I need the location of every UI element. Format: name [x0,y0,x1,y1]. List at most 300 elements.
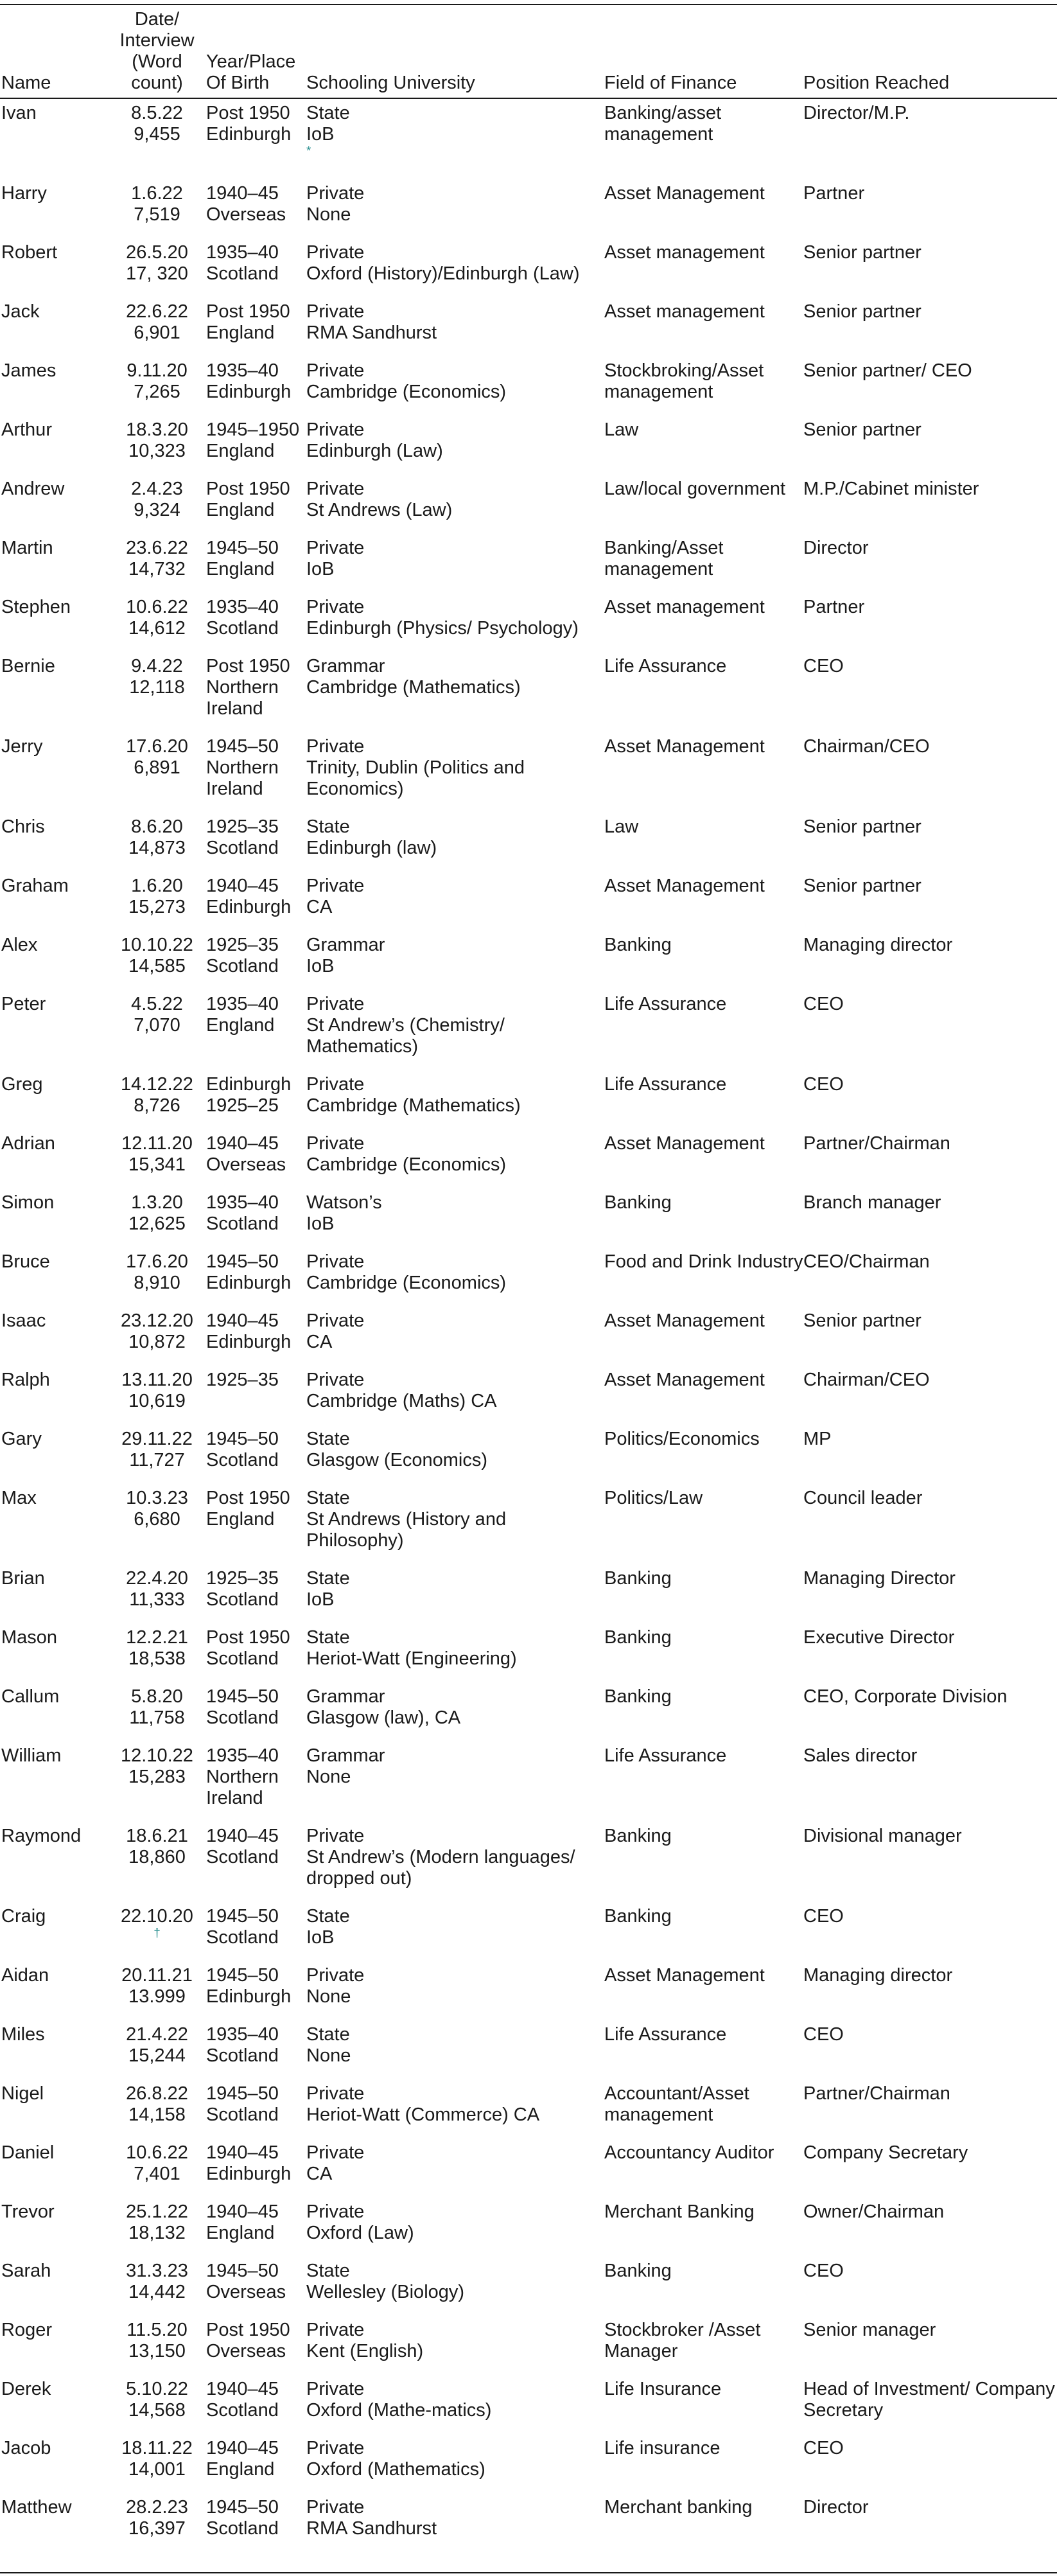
cell-schooling [306,1310,604,1370]
university-line [306,838,604,859]
interview-date: 1.6.22 [131,183,183,204]
table-row [0,994,1057,1074]
interviewee-name: Adrian [1,1133,55,1154]
school-type: Private [306,1310,365,1331]
position-reached: Senior partner/ CEO [803,360,972,381]
interview-date: 9.4.22 [131,656,183,676]
cell-schooling [306,1906,604,1965]
cell-position [803,2379,1057,2438]
cell-field [604,2201,803,2261]
cell-field [604,419,803,479]
cell-schooling [306,2438,604,2497]
interview-date-line [110,656,204,677]
cell-schooling [306,994,604,1074]
cell-schooling [306,876,604,935]
cell-name [0,1906,110,1965]
interview-date: 13.11.20 [121,1370,193,1390]
table-row [0,183,1057,242]
interview-date-line [110,1310,204,1332]
cell-year-place [204,360,306,419]
word-count: 6,891 [134,757,180,778]
university: IoB [306,956,335,976]
cell-date [110,2320,204,2379]
university-line [306,1589,604,1610]
cell-field [604,1192,803,1251]
university-line [306,2282,604,2303]
field-of-finance: Banking [604,1192,672,1213]
cell-field [604,1686,803,1745]
cell-schooling [306,2379,604,2438]
cell-schooling [306,183,604,242]
university: Cambridge (Maths) CA [306,1391,497,1411]
interview-date-line [110,1133,204,1154]
interviewee-name: Callum [1,1686,60,1707]
field-of-finance: Asset Management [604,183,765,204]
word-count: 13.999 [128,1986,186,2007]
position-reached: Managing director [803,1965,953,1986]
position-reached: CEO [803,1906,844,1927]
cell-field [604,1133,803,1192]
field-of-finance: Life Assurance [604,2024,727,2045]
birth-place: Scotland [206,618,279,639]
interviewee-name: Bruce [1,1251,50,1272]
cell-schooling [306,1370,604,1429]
cell-year-place [204,2438,306,2497]
birth-place: Scotland [206,1927,279,1948]
field-of-finance: Life Assurance [604,656,727,676]
school-type: State [306,1488,350,1508]
cell-name [0,2438,110,2497]
school-type: Watson’s [306,1192,382,1213]
position-reached: Director/M.P. [803,103,910,123]
university: St Andrew’s (Modern languages/ dropped out) [306,1847,575,1889]
cell-schooling [306,419,604,479]
interview-date-line [110,1251,204,1273]
cell-date [110,656,204,736]
cell-field [604,1429,803,1488]
school-type: Grammar [306,1745,385,1766]
interviewee-name: Alex [1,935,38,955]
cell-schooling [306,1745,604,1826]
cell-date [110,2142,204,2201]
school-type: Private [306,2497,365,2518]
position-reached: Chairman/CEO [803,1370,930,1390]
field-of-finance: Accountancy Auditor [604,2142,774,2163]
cell-name [0,876,110,935]
cell-year-place [204,242,306,301]
interviewee-name: Craig [1,1906,46,1927]
interview-date: 8.6.20 [131,816,183,837]
position-reached: CEO [803,2024,844,2045]
header-date-line4: count) [131,73,183,93]
birth-year: 1945–1950 [206,419,300,440]
cell-position [803,98,1057,183]
interviewee-name: Martin [1,538,53,558]
cell-year-place [204,419,306,479]
school-type: Private [306,876,365,896]
cell-position [803,935,1057,994]
table-row [0,597,1057,656]
interview-date-line [110,2438,204,2459]
interview-date-line [110,479,204,500]
interview-date-line [110,2379,204,2400]
birth-year: Post 1950 [206,479,290,499]
university: IoB [306,559,335,579]
word-count: 15,244 [128,2045,186,2066]
word-count: 9,324 [134,500,180,520]
position-reached: CEO [803,994,844,1014]
cell-date [110,479,204,538]
table-row [0,876,1057,935]
birth-year: Post 1950 [206,2320,290,2340]
interview-date-line [110,2142,204,2164]
position-reached: Company Secretary [803,2142,968,2163]
cell-name [0,1627,110,1686]
birth-place: Scotland [206,263,279,284]
birth-place: England [206,559,275,579]
university-line [306,2518,604,2539]
university: St Andrews (Law) [306,500,453,520]
cell-field [604,1568,803,1627]
birth-year: Post 1950 [206,656,290,676]
table-row [0,1192,1057,1251]
cell-date [110,2083,204,2142]
birth-place: Scotland [206,838,279,858]
university-line [306,1015,604,1057]
position-reached: CEO [803,1074,844,1095]
table-row [0,1370,1057,1429]
birth-place: Scotland [206,1648,279,1669]
field-of-finance: Politics/Law [604,1488,703,1508]
field-of-finance: Politics/Economics [604,1429,760,1449]
cell-year-place [204,2083,306,2142]
cell-position [803,2497,1057,2556]
birth-place: Scotland [206,2045,279,2066]
cell-schooling [306,2261,604,2320]
cell-field [604,301,803,360]
table-row [0,935,1057,994]
position-reached: M.P./Cabinet minister [803,479,979,499]
interview-date: 5.8.20 [131,1686,183,1707]
interviewee-name: Isaac [1,1310,46,1331]
interviewee-name: Matthew [1,2497,72,2518]
interview-date: 18.3.20 [126,419,188,440]
cell-position [803,1488,1057,1568]
position-reached: Senior partner [803,301,922,322]
interview-date: 23.6.22 [126,538,188,558]
position-reached: Council leader [803,1488,923,1508]
cell-schooling [306,1568,604,1627]
interview-date: 31.3.23 [126,2261,188,2281]
cell-name [0,2083,110,2142]
interview-date: 21.4.22 [126,2024,188,2045]
table-row [0,1310,1057,1370]
birth-year: 1945–50 [206,1686,279,1707]
school-type: Private [306,597,365,617]
interview-date: 22.10.20 [121,1906,193,1927]
birth-place: England [206,1015,275,1036]
cell-date [110,597,204,656]
cell-field [604,2497,803,2556]
cell-position [803,1627,1057,1686]
cell-name [0,935,110,994]
interview-date: 26.8.22 [126,2083,188,2104]
cell-date [110,360,204,419]
interview-date: 5.10.22 [126,2379,188,2399]
word-count: 14,568 [128,2400,186,2421]
cell-date [110,935,204,994]
field-of-finance: Accountant/Asset management [604,2083,749,2125]
cell-date [110,816,204,876]
field-of-finance: Law [604,816,639,837]
table-row [0,538,1057,597]
cell-position [803,1745,1057,1826]
school-type: Private [306,360,365,381]
cell-date [110,1906,204,1965]
birth-year: 1940–45 [206,1310,279,1331]
cell-schooling [306,816,604,876]
word-count: 7,070 [134,1015,180,1036]
interview-date-line [110,103,204,124]
cell-date [110,2261,204,2320]
interview-date-line [110,1429,204,1450]
school-type: Private [306,1251,365,1272]
header-position-label: Position Reached [803,73,950,93]
position-reached: Senior partner [803,816,922,837]
field-of-finance: Asset management [604,242,765,263]
cell-name [0,2379,110,2438]
table-row [0,98,1057,183]
header-date-line3: (Word [132,51,182,72]
school-type: Private [306,2142,365,2163]
university: Edinburgh (Law) [306,441,443,461]
interviewee-name: Bernie [1,656,55,676]
university-line [306,382,604,403]
interviewee-name: Ralph [1,1370,50,1390]
header-row [0,9,1057,98]
table-row [0,1568,1057,1627]
interview-date: 1.6.20 [131,876,183,896]
field-of-finance: Asset management [604,597,765,617]
interviewee-name: Sarah [1,2261,51,2281]
school-type: Private [306,479,365,499]
cell-year-place [204,301,306,360]
interview-date: 8.5.22 [131,103,183,123]
interview-date-line [110,1488,204,1509]
word-count: 8,910 [134,1273,180,1293]
birth-year: 1945–50 [206,2497,279,2518]
cell-position [803,597,1057,656]
university-line [306,2045,604,2067]
table-header [0,9,1057,98]
cell-field [604,2261,803,2320]
cell-schooling [306,2142,604,2201]
interview-date-line [110,876,204,897]
top-rule [0,4,1057,5]
birth-year: 1940–45 [206,2142,279,2163]
cell-position [803,1965,1057,2024]
cell-schooling [306,1488,604,1568]
table-row [0,816,1057,876]
cell-date [110,2379,204,2438]
interview-date: 2.4.23 [131,479,183,499]
field-of-finance: Banking [604,1686,672,1707]
cell-field [604,1826,803,1906]
school-type: Private [306,242,365,263]
field-of-finance: Banking/Asset management [604,538,724,579]
position-reached: Divisional manager [803,1826,962,1846]
university: Cambridge (Economics) [306,1273,507,1293]
table-row [0,1745,1057,1826]
cell-year-place [204,1965,306,2024]
position-reached: Partner [803,183,865,204]
cell-field [604,1074,803,1133]
word-count: 14,873 [128,838,186,858]
university-line [306,2104,604,2126]
birth-place: Overseas [206,204,286,225]
birth-place: Edinburgh [206,382,292,402]
birth-place: Northern Ireland [206,1767,279,1808]
field-of-finance: Life Assurance [604,1074,727,1095]
birth-year: 1945–50 [206,2083,279,2104]
field-of-finance: Law [604,419,639,440]
table-row [0,2201,1057,2261]
table-row [0,2142,1057,2201]
interview-date-line [110,419,204,441]
birth-place: Scotland [206,2400,279,2421]
cell-field [604,1251,803,1310]
cell-schooling [306,1826,604,1906]
cell-name [0,419,110,479]
school-type: Private [306,1826,365,1846]
field-of-finance: Life insurance [604,2438,721,2458]
interview-date: 20.11.21 [121,1965,193,1986]
interview-date-line [110,1965,204,1986]
interviewee-table [0,9,1057,2556]
university: RMA Sandhurst [306,2518,437,2539]
birth-year: 1945–50 [206,1429,279,1449]
birth-place: Scotland [206,1213,279,1234]
university: IoB [306,1589,335,1610]
cell-date [110,1965,204,2024]
interview-date-line [110,2083,204,2104]
word-count: 18,132 [128,2223,186,2243]
birth-year: 1945–50 [206,2261,279,2281]
birth-year: Post 1950 [206,1488,290,1508]
cell-position [803,1133,1057,1192]
cell-position [803,1192,1057,1251]
interviewee-name: Jack [1,301,40,322]
birth-place: Edinburgh [206,2164,292,2184]
cell-position [803,479,1057,538]
position-reached: CEO, Corporate Division [803,1686,1008,1707]
birth-place: Overseas [206,1154,286,1175]
interviewee-name: Trevor [1,2201,55,2222]
birth-year: Post 1950 [206,301,290,322]
interview-date-line [110,1074,204,1095]
interviewee-name: Nigel [1,2083,44,2104]
table-row [0,1906,1057,1965]
cell-name [0,2497,110,2556]
field-of-finance: Banking/asset management [604,103,722,145]
interview-date: 12.10.22 [121,1745,193,1766]
field-of-finance: Food and Drink Industry [604,1251,803,1272]
word-count: 15,273 [128,897,186,917]
cell-schooling [306,2320,604,2379]
field-of-finance: Banking [604,2261,672,2281]
table-row [0,2024,1057,2083]
header-year-line1: Year/Place [206,51,296,72]
cell-year-place [204,1568,306,1627]
university-line [306,1332,604,1353]
school-type: Private [306,1370,365,1390]
cell-year-place [204,994,306,1074]
birth-place: Edinburgh [206,1332,292,1352]
position-reached: Senior partner [803,1310,922,1331]
cell-schooling [306,1192,604,1251]
university: None [306,204,351,225]
cell-name [0,1251,110,1310]
cell-position [803,2083,1057,2142]
interviewee-name: Greg [1,1074,43,1095]
interview-date: 17.6.20 [126,736,188,757]
university: Heriot-Watt (Engineering) [306,1648,517,1669]
birth-year: Post 1950 [206,1627,290,1648]
interview-date-line [110,1192,204,1213]
birth-place: Overseas [206,2282,286,2302]
school-type: State [306,2024,350,2045]
table-row [0,2261,1057,2320]
university: None [306,1986,351,2007]
header-year-line2: Of Birth [206,73,270,93]
header-position [803,9,1057,98]
birth-year: 1935–40 [206,1745,279,1766]
birth-year: 1945–50 [206,1906,279,1927]
cell-year-place [204,2261,306,2320]
cell-position [803,816,1057,876]
university-line [306,1213,604,1235]
birth-place: Northern Ireland [206,677,279,719]
cell-schooling [306,935,604,994]
university: Oxford (History)/Edinburgh (Law) [306,263,580,284]
cell-schooling [306,1074,604,1133]
birth-place: Scotland [206,1589,279,1610]
field-of-finance: Law/local government [604,479,786,499]
cell-year-place [204,876,306,935]
university-line [306,1095,604,1116]
interview-date: 10.6.22 [126,2142,188,2163]
cell-schooling [306,656,604,736]
cell-position [803,301,1057,360]
cell-year-place [204,479,306,538]
birth-place: Scotland [206,1450,279,1470]
cell-schooling [306,1965,604,2024]
position-reached: Director [803,538,869,558]
position-reached: Chairman/CEO [803,736,930,757]
position-reached: Partner [803,597,865,617]
school-type: Private [306,2320,365,2340]
school-type: Private [306,1965,365,1986]
position-reached: Partner/Chairman [803,1133,950,1154]
birth-year: 1945–50 [206,736,279,757]
school-type: Private [306,1133,365,1154]
university: Oxford (Mathe-matics) [306,2400,492,2421]
university: Glasgow (law), CA [306,1707,461,1728]
school-type: State [306,1627,350,1648]
birth-place: England [206,500,275,520]
birth-place: England [206,1509,275,1530]
position-reached: CEO/Chairman [803,1251,930,1272]
